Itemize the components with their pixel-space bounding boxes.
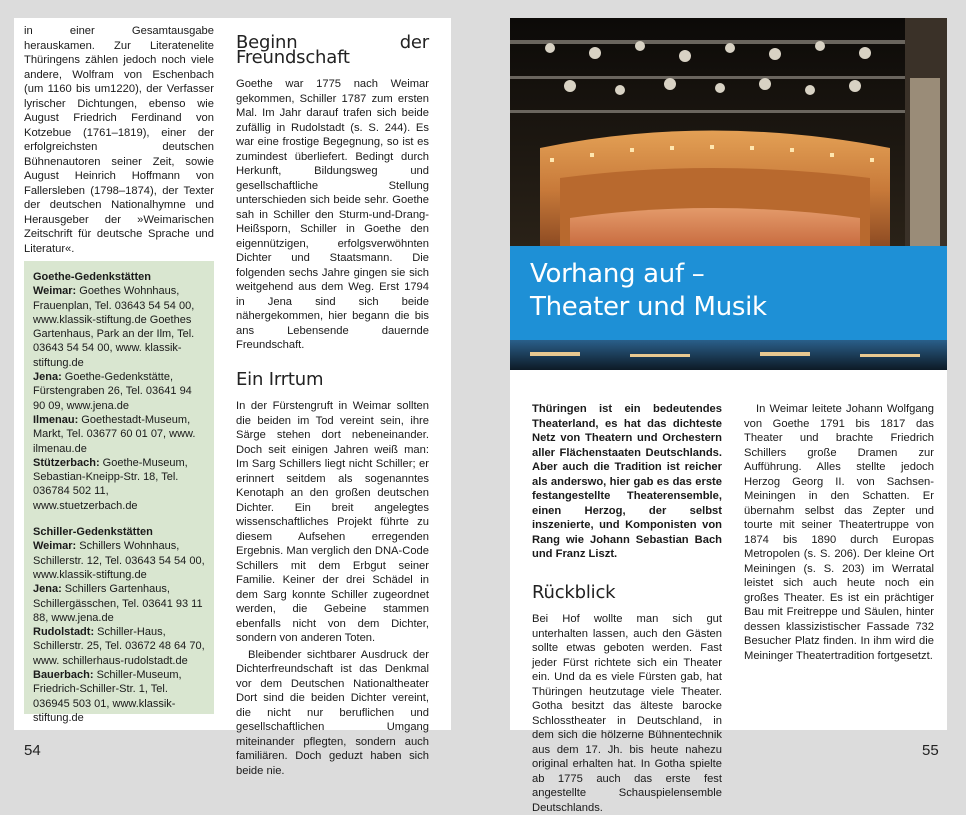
info-box-gedenkstaetten [24,261,214,724]
chapter-title: Vorhang auf – Theater und Musik [530,259,767,322]
schiller-gedenkstaetten-title: Schiller-Gedenkstätten [33,526,153,539]
chapter-intro: Thüringen ist ein bedeutendes Theaterland, es hat das dichteste Netz von Theatern und Orchestern aller Flächenstaaten Deutschlands. Aber auch die Tradition ist reicher als anderswo, hier gab es das erste festangestellte Theaterensemble, einen Herzog, der selbst inszenierte, und Komponisten von Rang wie Johann Sebastian Bach und Franz Liszt. [532,403,722,560]
heading-ein-irrtum: Ein Irrtum [236,368,324,390]
chapter-banner [510,246,947,340]
left-column-2 [236,28,429,780]
goethe-entry-stuetzerbach: Stützerbach: Goethe-Museum, Sebastian-Kneipp-Str. 18, Tel. 036784 502 11, www.stuetzerbach.de [33,456,188,512]
paragraph-bei-hof: Bei Hof wollte man sich gut unterhalten lassen, auch den Gästen sollte etwas geboten werden. Fast jeder Fürst richtete sich ein Theater ein. Und da es viele Fürsten gab, hat Thüringen heutzutage viele Theater. Gotha besitzt das älteste barocke Schlosstheater in Deutschland, in dem sich die hölzerne Bühnentechnik aus dem 17. Jh. bis heute nahezu original erhalten hat. In Gotha spielte ab 1775 auch das erste fest angestellte Schauspielensemble Deutschlands. [532,613,722,814]
left-page [14,18,451,777]
paragraph-weimar-theater: In Weimar leitete Johann Wolfgang von Goethe 1791 bis 1817 das Theater und brachte Friedrich Schillers große Dramen zur Aufführung. Alles stellte jedoch Herzog Georg II. von Sachsen-Meiningen in den Schatten. Er übernahm selbst das Zepter und tourte mit seiner Theatertruppe von 1874 bis 1890 durch Europas Metropolen (s. S. 206). Der kleine Ort Meiningen (s. S. 203) im Werratal leistet sich auch heute noch ein großes Theater. Es ist ein prächtiger Bau mit Freitreppe und Säulen, hinter dessen klassizistischer Fassade 732 Besucher Platz finden. In ihm wird die Meininger Theatertradition fortgesetzt. [744,403,934,662]
right-column-2 [744,402,934,665]
goethe-gedenkstaetten-title: Goethe-Gedenkstätten [33,271,151,283]
heading-rueckblick: Rückblick [532,581,616,603]
left-column-1 [24,24,214,258]
schiller-entry-jena: Jena: Schillers Gartenhaus, Schillergässchen, Tel. 03641 93 11 88, www.jena.de [33,583,203,624]
schiller-entry-weimar: Weimar: Schillers Wohnhaus, Schillerstr. 12, Tel. 03643 54 54 00, www.klassik-stiftung.de [33,540,205,581]
goethe-entry-ilmenau: Ilmenau: Goethestadt-Museum, Markt, Tel. 03677 60 01 07, www. ilmenau.de [33,413,196,455]
right-column-1 [532,402,722,814]
schiller-entry-rudolstadt: Rudolstadt: Schiller-Haus, Schillerstr. 25, Tel. 03672 48 64 70, www. schillerhaus-rudolstadt.de [33,626,205,667]
heading-beginn-der-freundschaft: Beginn der Freundschaft [236,32,429,68]
page-number-left: 54 [24,742,41,759]
schiller-entry-bauerbach: Bauerbach: Schiller-Museum, Friedrich-Schiller-Str. 1, Tel. 036945 503 01, www.klassik-stiftung.de [33,669,182,724]
goethe-entry-weimar: Weimar: Goethes Wohnhaus, Frauenplan, Tel. 03643 54 54 00, www.klassik-stiftung.de Goethes Gartenhaus, Park an der Ilm, Tel. 03643 54 54 00, www. klassik-stiftung.de [33,285,195,369]
paragraph-irrtum: In der Fürstengruft in Weimar sollten die beiden im Tod vereint sein, ihre Särge stehen dort nebeneinander. Doch seit einigen Jahren weiß man: Im Sarg Schillers liegt nicht Schiller; er erinnert seitdem als sogenanntes Kenotaph an den großen deutschen Dichter. Ein breit angelegtes wissenschaftliches Projekt führte zu diesem Aufsehen erregenden Ergebnis. Man verglich den DNA-Code Schillers mit dem Erbgut seiner Familie. Keiner der drei Schädel in dem Sarg konnte Schiller zugeordnet werden, die Gebeine stammen ebenfalls nicht von dem Dichter, sondern von anderen Toten. [236,400,429,644]
page-number-right: 55 [922,742,939,759]
paragraph-literatenelite: in einer Gesamtausgabe herauskamen. Zur Literatenelite Thüringens zählen jedoch noch viele andere, Wolfram von Eschenbach (um 1160 bis um1220), der Verfasser lyrischer Dichtungen, ebenso wie August Friedrich Ferdinand von Kotzebue (1761–1819), einer der erfolgreichsten deutschen Bühnenautoren seiner Zeit, sowie August Heinrich Hoffmann von Fallersleben (1798–1874), der Texter der deutschen Nationalhymne und Herausgeber der »Weimarischen Zeitschrift für deutsche Sprache und Literatur«. [24,25,214,255]
paragraph-denkmal: Bleibender sichtbarer Ausdruck der Dichterfreundschaft ist das Denkmal vor dem Deutschen Nationaltheater Dort sind die beiden Dichter vereint, die nicht nur beruflichen und gesellschaftlichen Umgang miteinander pflegten, sondern auch familiären. Doch geduzt haben sich beide nie. [236,648,429,777]
paragraph-freundschaft: Goethe war 1775 nach Weimar gekommen, Schiller 1787 zum ersten Mal. Im Jahr darauf trafen sich beide zufällig in Rudolstadt (s. S. 244). Es war eine frostige Begegnung, so ist es zumindest überliefert. Bedingt durch Herkunft, Bildungsweg und gesellschaftliche Stellung unterschieden sich beide sehr. Goethe sah in Schiller den Sturm-und-Drang-Heißsporn, Schiller in Goethe den eigennützigen, erfolgsverwöhnten Dichter und Staatsmann. Die folgenden sechs Jahre gingen sie sich weitgehend aus dem Weg. Erst 1794 in Jena sind sich beide nähergekommen, hier begann die bis ans Lebensende dauernde Freundschaft. [236,78,429,351]
goethe-entry-jena: Jena: Goethe-Gedenkstätte, Fürstengraben 26, Tel. 03641 94 90 09, www.jena.de [33,371,192,412]
